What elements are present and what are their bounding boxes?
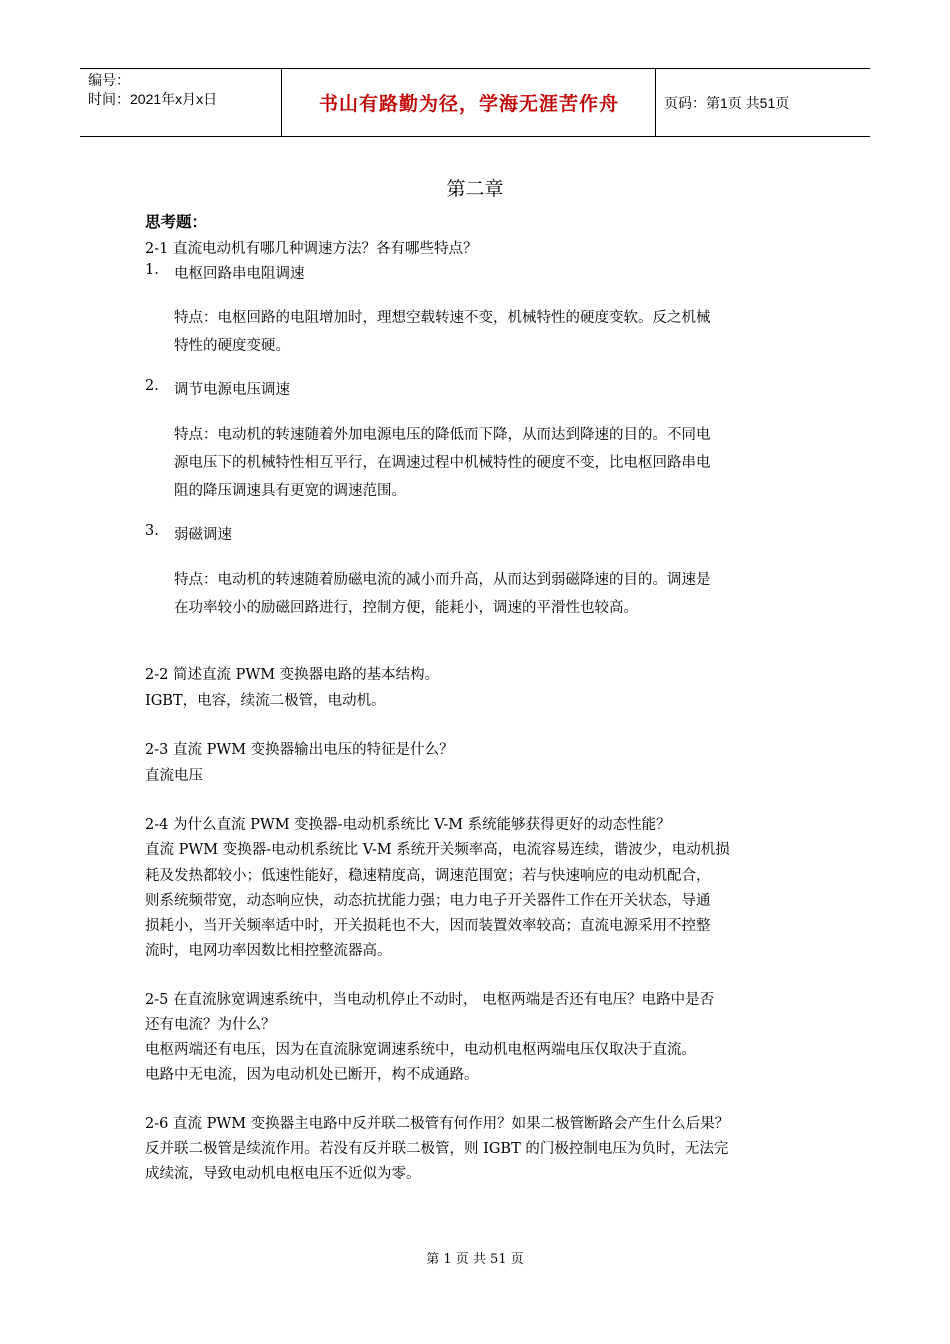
answer-line: 阻的降压调速具有更宽的调速范围。	[174, 483, 406, 499]
answer-line: 耗及发热都较小；低速性能好，稳速精度高，调速范围宽；若与快速响应的电动机配合，	[145, 868, 711, 884]
question-2-4: 2-4 为什么直流 PWM 变换器-电动机系统比 V-M 系统能够获得更好的动态性能？	[145, 817, 671, 833]
question-2-3: 2-3 直流 PWM 变换器输出电压的特征是什么？	[145, 742, 454, 758]
question-2-5: 2-5 在直流脉宽调速系统中，当电动机停止不动时， 电枢两端是否还有电压？电路中是否	[145, 992, 715, 1008]
answer-line: 源电压下的机械特性相互平行，在调速过程中机械特性的硬度不变，比电枢回路串电	[174, 455, 711, 471]
answer-line: 特点：电动机的转速随着外加电源电压的降低而下降，从而达到降速的目的。不同电	[174, 427, 711, 443]
chapter-title: 第二章	[446, 178, 504, 200]
answer-line: 则系统频带宽，动态响应快，动态抗扰能力强；电力电子开关器件工作在开关状态，导通	[145, 893, 711, 909]
header-motto: 书山有路勤为径，学海无涯苦作舟	[283, 69, 656, 136]
number-label: 编号：	[88, 72, 130, 88]
question-2-6: 2-6 直流 PWM 变换器主电路中反并联二极管有何作用？如果二极管断路会产生什么后果？	[145, 1116, 730, 1132]
answer-line: 在功率较小的励磁回路进行，控制方便，能耗小，调速的平滑性也较高。	[174, 600, 638, 616]
answer-line: 反并联二极管是续流作用。若没有反并联二极管，则 IGBT 的门极控制电压为负时，无法完	[145, 1141, 729, 1157]
answer-line: 特点：电动机的转速随着励磁电流的减小而升高，从而达到弱磁降速的目的。调速是	[174, 572, 711, 588]
answer-line: 成续流，导致电动机电枢电压不近似为零。	[145, 1166, 421, 1182]
answer-line: 特性的硬度变硬。	[174, 338, 290, 354]
page-header	[80, 68, 870, 137]
list-item-title: 调节电源电压调速	[174, 382, 290, 398]
page-footer: 第 1 页 共 51 页	[426, 1252, 524, 1267]
answer-line: 特点：电枢回路的电阻增加时，理想空载转速不变，机械特性的硬度变软。反之机械	[174, 310, 711, 326]
answer-line: 流时，电网功率因数比相控整流器高。	[145, 943, 392, 959]
answer-line: 直流电压	[145, 768, 203, 784]
list-item-title: 弱磁调速	[174, 527, 232, 543]
answer-line: 损耗小，当开关频率适中时，开关损耗也不大，因而装置效率较高；直流电源采用不控整	[145, 918, 711, 934]
question-2-1: 2-1 直流电动机有哪几种调速方法？各有哪些特点？	[145, 241, 478, 257]
header-page-info: 页码：第1页 共51页	[664, 94, 790, 111]
answer-line: 电路中无电流，因为电动机处已断开，构不成通路。	[145, 1067, 479, 1083]
section-title: 思考题：	[145, 213, 208, 231]
question-2-5-cont: 还有电流？为什么？	[145, 1017, 276, 1033]
question-2-2: 2-2 简述直流 PWM 变换器电路的基本结构。	[145, 667, 440, 683]
answer-line: IGBT，电容，续流二极管，电动机。	[145, 693, 386, 709]
header-meta	[80, 69, 282, 136]
list-number: 3.	[145, 523, 159, 539]
answer-line: 直流 PWM 变换器-电动机系统比 V-M 系统开关频率高，电流容易连续，谐波少，电动机损	[145, 842, 730, 858]
list-number: 2.	[145, 378, 159, 394]
list-item-title: 电枢回路串电阻调速	[174, 266, 305, 282]
time-label: 时间：2021年x月x日	[88, 91, 218, 107]
answer-line: 电枢两端还有电压，因为在直流脉宽调速系统中，电动机电枢两端电压仅取决于直流。	[145, 1042, 696, 1058]
list-number: 1.	[145, 262, 159, 278]
